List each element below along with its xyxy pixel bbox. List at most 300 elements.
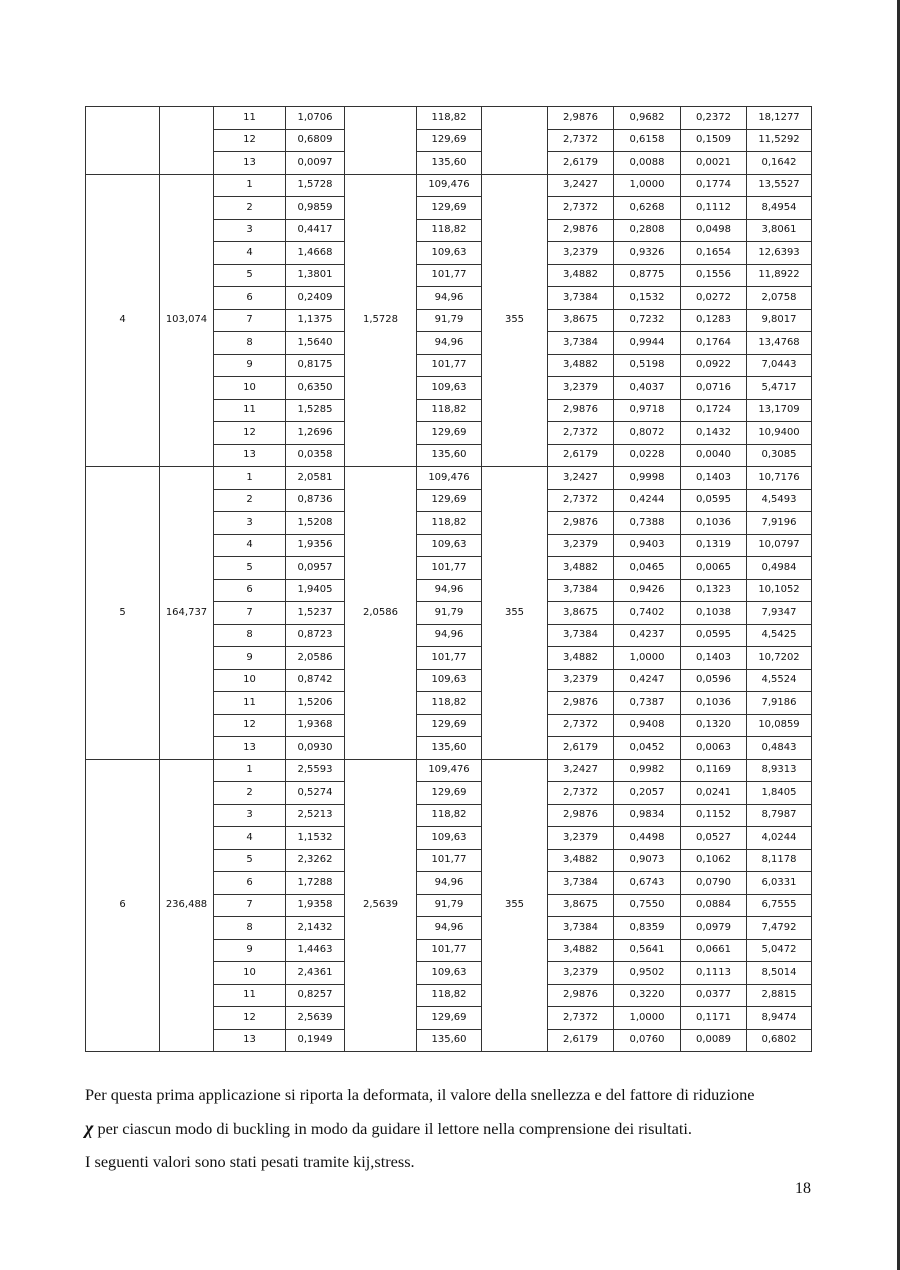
phi-cell: 2,7372: [548, 129, 614, 152]
product-cell: 2,8815: [747, 984, 812, 1007]
phi-cell: 2,9876: [548, 219, 614, 242]
lambda-cell: 109,63: [417, 962, 482, 985]
phi-cell: 3,2427: [548, 759, 614, 782]
chi-cell: 0,9834: [614, 804, 681, 827]
lambda-cell: 118,82: [417, 219, 482, 242]
chi-cell: 1,0000: [614, 174, 681, 197]
ratio-cell: 0,4417: [286, 219, 345, 242]
weight-cell: 0,0241: [681, 782, 747, 805]
chi-cell: 0,5198: [614, 354, 681, 377]
group-fy-cell: 355: [482, 759, 548, 1052]
phi-cell: 2,7372: [548, 422, 614, 445]
phi-cell: 2,6179: [548, 152, 614, 175]
weight-cell: 0,0596: [681, 669, 747, 692]
lambda-cell: 109,63: [417, 377, 482, 400]
chi-cell: 0,2057: [614, 782, 681, 805]
ratio-cell: 0,8257: [286, 984, 345, 1007]
chi-symbol: χ: [85, 1118, 94, 1138]
chi-cell: 0,9718: [614, 399, 681, 422]
lambda-cell: 94,96: [417, 287, 482, 310]
table-row: [86, 107, 812, 130]
results-table: [85, 106, 812, 1052]
weight-cell: 0,0040: [681, 444, 747, 467]
chi-cell: 0,9998: [614, 467, 681, 490]
phi-cell: 3,8675: [548, 309, 614, 332]
weight-cell: 0,1319: [681, 534, 747, 557]
paragraph-line-1: Per questa prima applicazione si riporta la deformata, il valore della snellezza e del fattore di riduzione: [85, 1085, 755, 1104]
lambda-cell: 101,77: [417, 849, 482, 872]
chi-cell: 0,9944: [614, 332, 681, 355]
phi-cell: 3,2379: [548, 669, 614, 692]
ratio-cell: 0,0930: [286, 737, 345, 760]
product-cell: 4,0244: [747, 827, 812, 850]
weight-cell: 0,0498: [681, 219, 747, 242]
ratio-cell: 1,1375: [286, 309, 345, 332]
chi-cell: 0,4244: [614, 489, 681, 512]
mode-cell: 13: [214, 1029, 286, 1052]
lambda-cell: 109,476: [417, 759, 482, 782]
weight-cell: 0,0716: [681, 377, 747, 400]
chi-cell: 0,7550: [614, 894, 681, 917]
phi-cell: 2,9876: [548, 804, 614, 827]
product-cell: 10,7176: [747, 467, 812, 490]
chi-cell: 0,4498: [614, 827, 681, 850]
ratio-cell: 1,9356: [286, 534, 345, 557]
phi-cell: 3,2379: [548, 827, 614, 850]
mode-cell: 12: [214, 129, 286, 152]
product-cell: 18,1277: [747, 107, 812, 130]
weight-cell: 0,1169: [681, 759, 747, 782]
ratio-cell: 1,5208: [286, 512, 345, 535]
weight-cell: 0,0089: [681, 1029, 747, 1052]
ratio-cell: 2,3262: [286, 849, 345, 872]
ratio-cell: 0,8175: [286, 354, 345, 377]
lambda-cell: 94,96: [417, 624, 482, 647]
lambda-cell: 129,69: [417, 489, 482, 512]
lambda-cell: 129,69: [417, 197, 482, 220]
lambda-cell: 118,82: [417, 512, 482, 535]
chi-cell: 0,8072: [614, 422, 681, 445]
mode-cell: 9: [214, 939, 286, 962]
chi-cell: 0,9502: [614, 962, 681, 985]
table-row: [86, 174, 812, 197]
mode-cell: 8: [214, 332, 286, 355]
mode-cell: 9: [214, 647, 286, 670]
product-cell: 7,9186: [747, 692, 812, 715]
chi-cell: 0,8359: [614, 917, 681, 940]
lambda-cell: 94,96: [417, 332, 482, 355]
product-cell: 8,5014: [747, 962, 812, 985]
ratio-cell: 1,0706: [286, 107, 345, 130]
weight-cell: 0,1774: [681, 174, 747, 197]
mode-cell: 4: [214, 534, 286, 557]
weight-cell: 0,0065: [681, 557, 747, 580]
weight-cell: 0,0595: [681, 489, 747, 512]
lambda-cell: 118,82: [417, 984, 482, 1007]
mode-cell: 10: [214, 669, 286, 692]
phi-cell: 2,9876: [548, 692, 614, 715]
group-max-cell: 1,5728: [345, 174, 417, 467]
phi-cell: 3,7384: [548, 332, 614, 355]
chi-cell: 0,9408: [614, 714, 681, 737]
product-cell: 0,3085: [747, 444, 812, 467]
chi-cell: 0,9426: [614, 579, 681, 602]
lambda-cell: 94,96: [417, 917, 482, 940]
mode-cell: 2: [214, 489, 286, 512]
product-cell: 12,6393: [747, 242, 812, 265]
ratio-cell: 0,0358: [286, 444, 345, 467]
phi-cell: 3,7384: [548, 579, 614, 602]
lambda-cell: 101,77: [417, 939, 482, 962]
lambda-cell: 135,60: [417, 152, 482, 175]
weight-cell: 0,0527: [681, 827, 747, 850]
phi-cell: 2,7372: [548, 714, 614, 737]
product-cell: 8,9474: [747, 1007, 812, 1030]
ratio-cell: 2,5593: [286, 759, 345, 782]
weight-cell: 0,1432: [681, 422, 747, 445]
phi-cell: 3,2379: [548, 377, 614, 400]
product-cell: 4,5524: [747, 669, 812, 692]
chi-cell: 1,0000: [614, 647, 681, 670]
lambda-cell: 129,69: [417, 422, 482, 445]
phi-cell: 3,7384: [548, 624, 614, 647]
product-cell: 5,0472: [747, 939, 812, 962]
product-cell: 1,8405: [747, 782, 812, 805]
ratio-cell: 0,6809: [286, 129, 345, 152]
weight-cell: 0,1764: [681, 332, 747, 355]
ratio-cell: 1,3801: [286, 264, 345, 287]
chi-cell: 0,9073: [614, 849, 681, 872]
phi-cell: 3,7384: [548, 917, 614, 940]
mode-cell: 8: [214, 917, 286, 940]
ratio-cell: 0,8736: [286, 489, 345, 512]
chi-cell: 0,0088: [614, 152, 681, 175]
phi-cell: 3,4882: [548, 557, 614, 580]
mode-cell: 9: [214, 354, 286, 377]
ratio-cell: 2,0586: [286, 647, 345, 670]
ratio-cell: 0,0957: [286, 557, 345, 580]
mode-cell: 10: [214, 377, 286, 400]
page-number: 18: [795, 1180, 811, 1197]
ratio-cell: 1,7288: [286, 872, 345, 895]
lambda-cell: 91,79: [417, 602, 482, 625]
phi-cell: 3,2379: [548, 242, 614, 265]
ratio-cell: 2,0581: [286, 467, 345, 490]
phi-cell: 3,8675: [548, 602, 614, 625]
ratio-cell: 0,6350: [286, 377, 345, 400]
chi-cell: 0,3220: [614, 984, 681, 1007]
group-id-cell: 6: [86, 759, 160, 1052]
chi-cell: 0,0465: [614, 557, 681, 580]
mode-cell: 11: [214, 692, 286, 715]
lambda-cell: 129,69: [417, 129, 482, 152]
weight-cell: 0,0377: [681, 984, 747, 1007]
weight-cell: 0,0272: [681, 287, 747, 310]
lambda-cell: 101,77: [417, 647, 482, 670]
lambda-cell: 135,60: [417, 737, 482, 760]
weight-cell: 0,1112: [681, 197, 747, 220]
ratio-cell: 1,5237: [286, 602, 345, 625]
product-cell: 0,4843: [747, 737, 812, 760]
mode-cell: 1: [214, 759, 286, 782]
group-value-cell: [160, 107, 214, 175]
mode-cell: 2: [214, 782, 286, 805]
mode-cell: 7: [214, 894, 286, 917]
lambda-cell: 129,69: [417, 782, 482, 805]
chi-cell: 0,4237: [614, 624, 681, 647]
ratio-cell: 1,9405: [286, 579, 345, 602]
mode-cell: 2: [214, 197, 286, 220]
ratio-cell: 1,5728: [286, 174, 345, 197]
phi-cell: 2,6179: [548, 737, 614, 760]
group-max-cell: [345, 107, 417, 175]
table-body: [86, 107, 812, 1052]
group-id-cell: [86, 107, 160, 175]
product-cell: 8,4954: [747, 197, 812, 220]
weight-cell: 0,0979: [681, 917, 747, 940]
product-cell: 4,5493: [747, 489, 812, 512]
weight-cell: 0,0063: [681, 737, 747, 760]
mode-cell: 6: [214, 872, 286, 895]
weight-cell: 0,1556: [681, 264, 747, 287]
chi-cell: 1,0000: [614, 1007, 681, 1030]
weight-cell: 0,0595: [681, 624, 747, 647]
chi-cell: 0,7388: [614, 512, 681, 535]
ratio-cell: 1,4668: [286, 242, 345, 265]
group-id-cell: 4: [86, 174, 160, 467]
product-cell: 8,9313: [747, 759, 812, 782]
product-cell: 11,5292: [747, 129, 812, 152]
phi-cell: 2,6179: [548, 1029, 614, 1052]
mode-cell: 7: [214, 602, 286, 625]
lambda-cell: 109,63: [417, 242, 482, 265]
ratio-cell: 2,5639: [286, 1007, 345, 1030]
weight-cell: 0,1654: [681, 242, 747, 265]
ratio-cell: 1,2696: [286, 422, 345, 445]
product-cell: 7,9347: [747, 602, 812, 625]
product-cell: 11,8922: [747, 264, 812, 287]
product-cell: 6,7555: [747, 894, 812, 917]
mode-cell: 11: [214, 107, 286, 130]
weight-cell: 0,1323: [681, 579, 747, 602]
product-cell: 10,1052: [747, 579, 812, 602]
chi-cell: 0,1532: [614, 287, 681, 310]
mode-cell: 1: [214, 467, 286, 490]
mode-cell: 11: [214, 399, 286, 422]
weight-cell: 0,1152: [681, 804, 747, 827]
mode-cell: 6: [214, 579, 286, 602]
chi-cell: 0,9682: [614, 107, 681, 130]
lambda-cell: 118,82: [417, 107, 482, 130]
weight-cell: 0,1509: [681, 129, 747, 152]
lambda-cell: 91,79: [417, 894, 482, 917]
weight-cell: 0,0790: [681, 872, 747, 895]
phi-cell: 3,4882: [548, 647, 614, 670]
mode-cell: 3: [214, 512, 286, 535]
ratio-cell: 2,1432: [286, 917, 345, 940]
chi-cell: 0,5641: [614, 939, 681, 962]
group-fy-cell: 355: [482, 174, 548, 467]
ratio-cell: 1,5206: [286, 692, 345, 715]
phi-cell: 2,9876: [548, 399, 614, 422]
mode-cell: 13: [214, 152, 286, 175]
weight-cell: 0,0922: [681, 354, 747, 377]
weight-cell: 0,1283: [681, 309, 747, 332]
phi-cell: 2,6179: [548, 444, 614, 467]
group-value-cell: 103,074: [160, 174, 214, 467]
ratio-cell: 1,5285: [286, 399, 345, 422]
ratio-cell: 1,9358: [286, 894, 345, 917]
product-cell: 5,4717: [747, 377, 812, 400]
chi-cell: 0,9982: [614, 759, 681, 782]
lambda-cell: 91,79: [417, 309, 482, 332]
product-cell: 7,4792: [747, 917, 812, 940]
weight-cell: 0,0884: [681, 894, 747, 917]
ratio-cell: 2,4361: [286, 962, 345, 985]
ratio-cell: 0,9859: [286, 197, 345, 220]
weight-cell: 0,1062: [681, 849, 747, 872]
lambda-cell: 101,77: [417, 264, 482, 287]
phi-cell: 3,2379: [548, 962, 614, 985]
ratio-cell: 0,2409: [286, 287, 345, 310]
ratio-cell: 2,5213: [286, 804, 345, 827]
phi-cell: 2,9876: [548, 984, 614, 1007]
chi-cell: 0,7387: [614, 692, 681, 715]
weight-cell: 0,1724: [681, 399, 747, 422]
chi-cell: 0,7402: [614, 602, 681, 625]
ratio-cell: 0,0097: [286, 152, 345, 175]
ratio-cell: 1,4463: [286, 939, 345, 962]
product-cell: 13,5527: [747, 174, 812, 197]
product-cell: 10,0797: [747, 534, 812, 557]
product-cell: 7,0443: [747, 354, 812, 377]
lambda-cell: 129,69: [417, 714, 482, 737]
mode-cell: 11: [214, 984, 286, 1007]
mode-cell: 7: [214, 309, 286, 332]
chi-cell: 0,8775: [614, 264, 681, 287]
weight-cell: 0,1320: [681, 714, 747, 737]
product-cell: 10,7202: [747, 647, 812, 670]
phi-cell: 3,8675: [548, 894, 614, 917]
phi-cell: 2,7372: [548, 1007, 614, 1030]
group-max-cell: 2,5639: [345, 759, 417, 1052]
mode-cell: 12: [214, 422, 286, 445]
lambda-cell: 101,77: [417, 557, 482, 580]
ratio-cell: 0,5274: [286, 782, 345, 805]
phi-cell: 3,2427: [548, 467, 614, 490]
chi-cell: 0,6158: [614, 129, 681, 152]
product-cell: 0,4984: [747, 557, 812, 580]
product-cell: 10,9400: [747, 422, 812, 445]
chi-cell: 0,4037: [614, 377, 681, 400]
mode-cell: 12: [214, 1007, 286, 1030]
mode-cell: 3: [214, 804, 286, 827]
weight-cell: 0,1036: [681, 692, 747, 715]
table-row: [86, 467, 812, 490]
product-cell: 4,5425: [747, 624, 812, 647]
ratio-cell: 0,8723: [286, 624, 345, 647]
product-cell: 2,0758: [747, 287, 812, 310]
mode-cell: 13: [214, 444, 286, 467]
ratio-cell: 1,5640: [286, 332, 345, 355]
product-cell: 0,6802: [747, 1029, 812, 1052]
mode-cell: 5: [214, 557, 286, 580]
paragraph-line-3: I seguenti valori sono stati pesati tramite kij,stress.: [85, 1152, 415, 1171]
weight-cell: 0,2372: [681, 107, 747, 130]
chi-cell: 0,0760: [614, 1029, 681, 1052]
weight-cell: 0,1036: [681, 512, 747, 535]
mode-cell: 6: [214, 287, 286, 310]
group-value-cell: 236,488: [160, 759, 214, 1052]
phi-cell: 3,4882: [548, 939, 614, 962]
group-fy-cell: 355: [482, 467, 548, 760]
lambda-cell: 109,476: [417, 174, 482, 197]
ratio-cell: 1,9368: [286, 714, 345, 737]
product-cell: 9,8017: [747, 309, 812, 332]
mode-cell: 5: [214, 849, 286, 872]
weight-cell: 0,0021: [681, 152, 747, 175]
product-cell: 3,8061: [747, 219, 812, 242]
phi-cell: 2,9876: [548, 107, 614, 130]
mode-cell: 4: [214, 827, 286, 850]
phi-cell: 3,4882: [548, 849, 614, 872]
mode-cell: 1: [214, 174, 286, 197]
phi-cell: 3,7384: [548, 287, 614, 310]
lambda-cell: 118,82: [417, 692, 482, 715]
lambda-cell: 109,63: [417, 534, 482, 557]
product-cell: 6,0331: [747, 872, 812, 895]
weight-cell: 0,1403: [681, 647, 747, 670]
paragraph-line-2-text: per ciascun modo di buckling in modo da guidare il lettore nella comprensione dei risultati.: [93, 1119, 693, 1138]
lambda-cell: 109,63: [417, 827, 482, 850]
chi-cell: 0,4247: [614, 669, 681, 692]
lambda-cell: 118,82: [417, 399, 482, 422]
mode-cell: 3: [214, 219, 286, 242]
phi-cell: 3,2379: [548, 534, 614, 557]
chi-cell: 0,0452: [614, 737, 681, 760]
product-cell: 10,0859: [747, 714, 812, 737]
group-fy-cell: [482, 107, 548, 175]
table-row: [86, 759, 812, 782]
paragraph-line-2: [85, 1118, 825, 1139]
product-cell: 7,9196: [747, 512, 812, 535]
lambda-cell: 118,82: [417, 804, 482, 827]
chi-cell: 0,0228: [614, 444, 681, 467]
chi-cell: 0,9326: [614, 242, 681, 265]
product-cell: 8,7987: [747, 804, 812, 827]
group-value-cell: 164,737: [160, 467, 214, 760]
product-cell: 0,1642: [747, 152, 812, 175]
product-cell: 13,1709: [747, 399, 812, 422]
phi-cell: 2,9876: [548, 512, 614, 535]
weight-cell: 0,1171: [681, 1007, 747, 1030]
lambda-cell: 101,77: [417, 354, 482, 377]
phi-cell: 2,7372: [548, 782, 614, 805]
mode-cell: 4: [214, 242, 286, 265]
mode-cell: 13: [214, 737, 286, 760]
chi-cell: 0,6268: [614, 197, 681, 220]
weight-cell: 0,1113: [681, 962, 747, 985]
phi-cell: 3,7384: [548, 872, 614, 895]
lambda-cell: 135,60: [417, 444, 482, 467]
weight-cell: 0,1403: [681, 467, 747, 490]
mode-cell: 10: [214, 962, 286, 985]
lambda-cell: 109,476: [417, 467, 482, 490]
phi-cell: 3,2427: [548, 174, 614, 197]
lambda-cell: 94,96: [417, 872, 482, 895]
group-id-cell: 5: [86, 467, 160, 760]
chi-cell: 0,7232: [614, 309, 681, 332]
